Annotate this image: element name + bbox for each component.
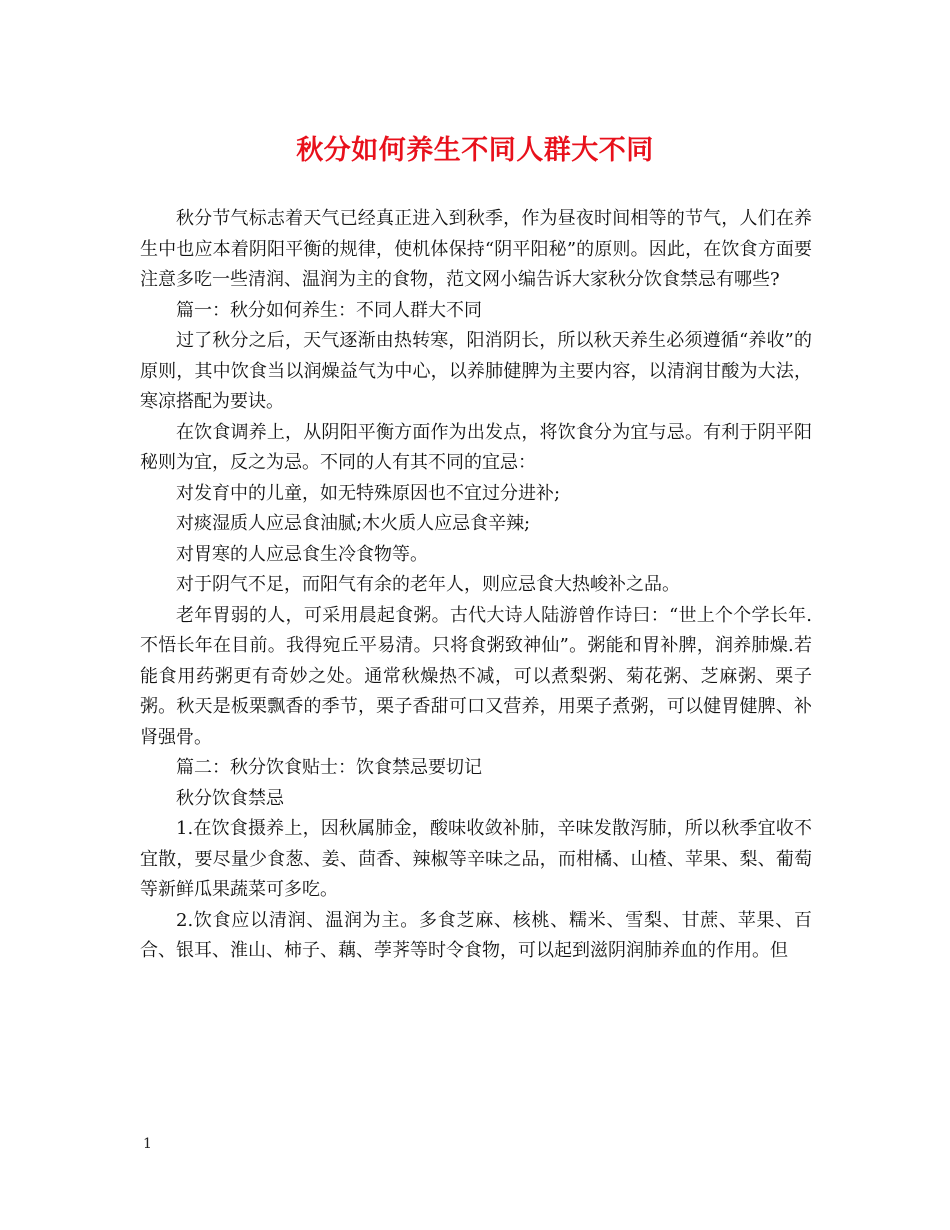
paragraph: 对于阴气不足，而阳气有余的老年人，则应忌食大热峻补之品。 [176, 574, 680, 595]
subheading: 秋分饮食禁忌 [176, 787, 284, 809]
page-number: 1 [143, 1136, 152, 1152]
page-title: 秋分如何养生不同人群大不同 [296, 135, 654, 166]
paragraph: 2.饮食应以清润、温润为主。多食芝麻、核桃、糯米、雪梨、甘蔗、苹果、百合、银耳、淮山、柿子、藕、荸荠等时令食物，可以起到滋阴润肺养血的作用。但 [140, 909, 812, 961]
section-heading-1: 篇一：秋分如何养生：不同人群大不同 [176, 299, 482, 321]
paragraph: 对发育中的儿童，如无特殊原因也不宜过分进补; [176, 482, 561, 504]
paragraph: 在饮食调养上，从阴阳平衡方面作为出发点，将饮食分为宜与忌。有利于阴平阳秘则为宜，反之为忌。不同的人有其不同的宜忌： [140, 421, 812, 473]
paragraph: 过了秋分之后，天气逐渐由热转寒，阳消阴长，所以秋天养生必须遵循“养收”的原则，其中饮食当以润燥益气为中心，以养肺健脾为主要内容，以清润甘酸为大法，寒凉搭配为要诀。 [140, 330, 812, 412]
paragraph: 对痰湿质人应忌食油腻;木火质人应忌食辛辣; [176, 513, 531, 534]
paragraph: 1.在饮食摄养上，因秋属肺金，酸味收敛补肺，辛味发散泻肺，所以秋季宜收不宜散，要尽量少食葱、姜、茴香、辣椒等辛味之品，而柑橘、山楂、苹果、梨、葡萄等新鲜瓜果蔬菜可多吃。 [140, 818, 812, 900]
section-heading-2: 篇二：秋分饮食贴士：饮食禁忌要切记 [176, 757, 482, 778]
paragraph: 对胃寒的人应忌食生冷食物等。 [176, 543, 428, 565]
document-body [140, 204, 812, 967]
paragraph: 老年胃弱的人，可采用晨起食粥。古代大诗人陆游曾作诗曰：“世上个个学长年.不悟长年在目前。我得宛丘平易清。只将食粥致神仙”。粥能和胃补脾，润养肺燥.若能食用药粥更有奇妙之处。通常秋燥热不减，可以煮梨粥、菊花粥、芝麻粥、栗子粥。秋天是板栗飘香的季节，栗子香甜可口又营养，用栗子煮粥，可以健胃健脾、补肾强骨。 [140, 604, 812, 748]
paragraph-intro: 秋分节气标志着天气已经真正进入到秋季，作为昼夜时间相等的节气，人们在养生中也应本着阴阳平衡的规律，使机体保持“阴平阳秘”的原则。因此，在饮食方面要注意多吃一些清润、温润为主的食物，范文网小编告诉大家秋分饮食禁忌有哪些? [140, 208, 812, 290]
